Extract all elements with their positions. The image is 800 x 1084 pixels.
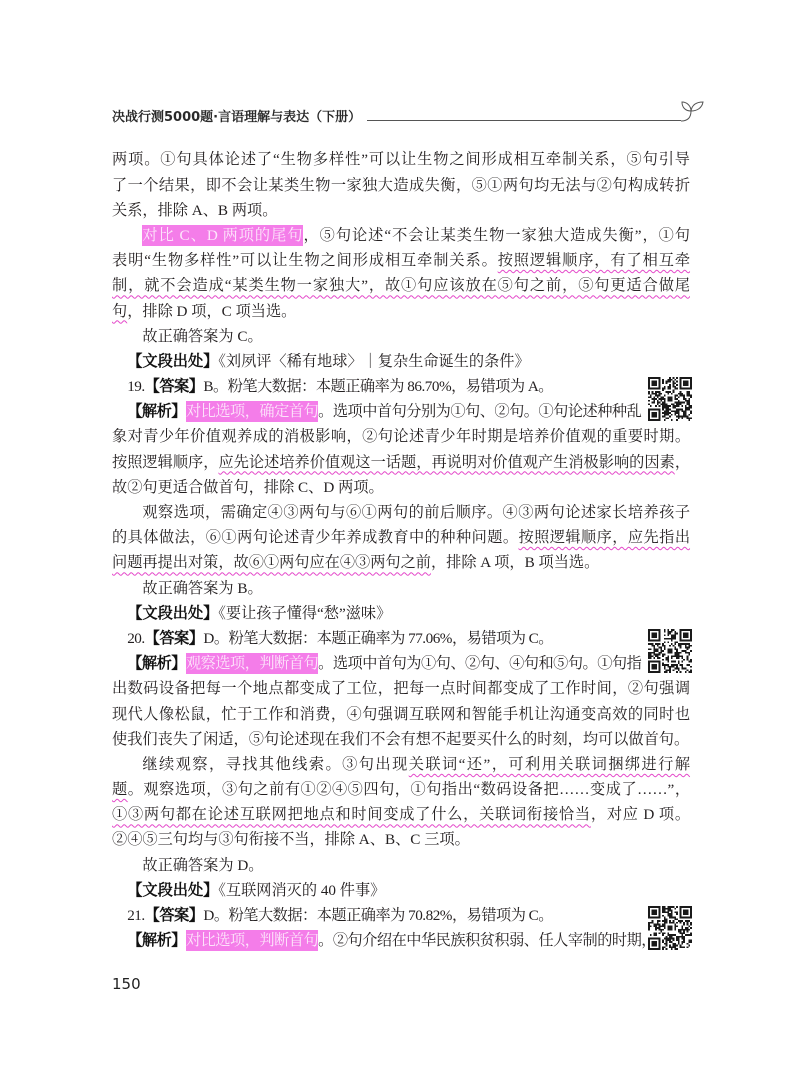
text-run: 。选项中首句为①句、②句、④句和⑤句。①句指 — [318, 655, 642, 673]
section-label: 【解析】 — [127, 932, 186, 950]
section-label: 【解析】 — [127, 655, 186, 673]
text-line — [112, 752, 690, 777]
text-run: 了一个结果，即不会让某类生物一家独大造成失衡，⑤①两句均无法与②句构成转折 — [112, 176, 690, 194]
sprout-icon — [681, 100, 707, 126]
highlight-mark: 观察选项，判断首句 — [185, 655, 319, 673]
wavy-underline-mark: 关联词“还”，可利用关联词捆绑进行解 — [408, 755, 691, 773]
text-run: D。粉笔大数据：本题正确率为 70.82%，易错项为 C。 — [203, 907, 553, 925]
text-run: 现代人像松鼠，忙于工作和消费，④句强调互联网和智能手机让沟通变高效的同时也 — [112, 705, 690, 723]
text-run: 。选项中首句分别为①句、②句。①句论述种种乱 — [318, 403, 642, 421]
text-line — [112, 601, 690, 626]
text-run: 继续观察，寻找其他线索。③句出现 — [142, 755, 409, 773]
text-line — [112, 374, 690, 399]
highlight-mark: 对比 C、D 两项的尾句 — [142, 226, 304, 244]
answer-paragraph — [112, 626, 690, 651]
text-line — [112, 173, 690, 198]
wavy-underline-mark: 问题再提出对策，故⑥①两句应在④③两句之前 — [112, 554, 431, 572]
text-run: 。观察选项，③句之前有①②④⑤四句，①句指出“数码设备把……变成了……”， — [127, 781, 691, 799]
text-run: 故正确答案为 B。 — [142, 579, 263, 597]
answer-paragraph — [112, 374, 690, 399]
text-run: 故②句更适合做首句，排除 C、D 两项。 — [112, 478, 384, 496]
page-number: 150 — [112, 975, 141, 993]
text-run: 的具体做法，⑥①两句论述青少年养成教育中的种种问题。 — [112, 529, 519, 547]
paragraph — [112, 928, 690, 953]
paragraph — [112, 349, 690, 374]
text-line — [112, 450, 690, 475]
paragraph — [112, 324, 690, 349]
paragraph — [112, 853, 690, 878]
text-run: 按照逻辑顺序， — [112, 453, 219, 471]
page-body — [112, 147, 690, 953]
text-line — [112, 878, 690, 903]
text-run: 20. — [127, 629, 145, 647]
text-run: B。粉笔大数据：本题正确率为 86.70%，易错项为 A。 — [203, 378, 553, 396]
paragraph — [112, 147, 690, 223]
paragraph — [112, 500, 690, 576]
wavy-underline-mark: ①③两句都在论述互联网把地点和时间变成了什么，关联词衔接恰当 — [112, 806, 591, 824]
answer-paragraph — [112, 903, 690, 928]
wavy-underline-mark: 按照逻辑顺序，应先指出 — [518, 529, 691, 547]
wavy-underline-mark: 应先论述培养价值观这一话题，再说明对价值观产生消极影响的因素 — [218, 453, 675, 471]
text-line — [112, 349, 690, 374]
paragraph — [112, 878, 690, 903]
wavy-underline-mark: 题 — [112, 781, 128, 799]
section-label: 【文段出处】 — [127, 604, 219, 622]
running-header — [112, 100, 707, 126]
section-label: 【文段出处】 — [127, 352, 219, 370]
book-title: 决战行测5000题·言语理解与表达（下册） — [112, 110, 362, 125]
text-line — [112, 223, 690, 248]
text-run: D。粉笔大数据：本题正确率为 77.06%，易错项为 C。 — [203, 629, 553, 647]
text-line — [112, 550, 690, 575]
text-line — [112, 324, 690, 349]
text-line — [112, 500, 690, 525]
text-line — [112, 827, 690, 852]
text-line — [112, 727, 690, 752]
text-line — [112, 147, 690, 172]
text-line — [112, 853, 690, 878]
text-run: ，排除 D 项，C 项当选。 — [127, 302, 297, 320]
wavy-underline-mark: 按照逻辑顺序，有了相互牵 — [497, 252, 691, 270]
section-label: 【答案】 — [144, 378, 204, 396]
text-line — [112, 299, 690, 324]
text-run: 故正确答案为 C。 — [142, 327, 263, 345]
paragraph — [112, 752, 690, 853]
text-run: ，对应 D 项。 — [590, 806, 691, 824]
text-run: 。②句介绍在中华民族积贫积弱、任人宰制的时期， — [318, 932, 656, 950]
text-run: 出数码设备把每一个地点都变成了工位，把每一点时间都变成了工作时间，②句强调 — [112, 680, 690, 698]
text-run: ，排除 A 项，B 项当选。 — [430, 554, 600, 572]
text-run: 观察选项，需确定④③两句与⑥①两句的前后顺序。④③两句论述家长培养孩子 — [142, 504, 690, 522]
text-run: 象对青少年价值观养成的消极影响，②句论述青少年时期是培养价值观的重要时期。 — [112, 428, 690, 446]
paragraph — [112, 399, 690, 500]
wavy-underline-mark: 句 — [112, 302, 128, 320]
text-line — [112, 802, 690, 827]
text-line — [112, 651, 690, 676]
text-run: 21. — [127, 907, 145, 925]
paragraph — [112, 651, 690, 752]
text-line — [112, 903, 690, 928]
text-run: ， — [674, 453, 691, 471]
text-run: 《刘夙评〈稀有地球〉｜复杂生命诞生的条件》 — [218, 352, 530, 370]
section-label: 【解析】 — [127, 403, 186, 421]
text-line — [112, 475, 690, 500]
text-line — [112, 198, 690, 223]
text-line — [112, 424, 690, 449]
text-run: 关系，排除 A、B 两项。 — [112, 201, 278, 219]
text-line — [112, 273, 690, 298]
wavy-underline-mark: 制，就不会造成“某类生物一家独大”，故①句应该放在⑤句之前，⑤句更适合做尾 — [112, 277, 690, 295]
text-run: 《要让孩子懂得“愁”滋味》 — [218, 604, 392, 622]
text-run: 故正确答案为 D。 — [142, 856, 264, 874]
paragraph — [112, 601, 690, 626]
paragraph — [112, 223, 690, 324]
text-line — [112, 525, 690, 550]
section-label: 【文段出处】 — [127, 881, 219, 899]
text-run: ②④⑤三句均与③句衔接不当，排除 A、B、C 三项。 — [112, 831, 470, 849]
text-line — [112, 928, 690, 953]
text-line — [112, 676, 690, 701]
text-run: 两项。①句具体论述了“生物多样性”可以让生物之间形成相互牵制关系，⑤句引导 — [112, 151, 690, 169]
text-line — [112, 248, 690, 273]
text-line — [112, 576, 690, 601]
text-line — [112, 399, 690, 424]
highlight-mark: 对比选项，确定首句 — [185, 403, 319, 421]
section-label: 【答案】 — [144, 907, 204, 925]
text-line — [112, 777, 690, 802]
section-label: 【答案】 — [144, 629, 204, 647]
paragraph — [112, 576, 690, 601]
text-run: 19. — [127, 378, 145, 396]
text-run: 使我们丧失了闲适，⑤句论述现在我们不会有想不起要买什么的时刻，均可以做首句。 — [112, 730, 690, 748]
text-run: 表明“生物多样性”可以让生物之间形成相互牵制关系。 — [112, 252, 498, 270]
text-run: 《互联网消灭的 40 件事》 — [218, 881, 386, 899]
text-line — [112, 702, 690, 727]
header-rule — [367, 120, 681, 121]
highlight-mark: 对比选项，判断首句 — [185, 932, 319, 950]
text-run: ，⑤句论述“不会让某类生物一家独大造成失衡”，①句 — [303, 226, 690, 244]
text-line — [112, 626, 690, 651]
